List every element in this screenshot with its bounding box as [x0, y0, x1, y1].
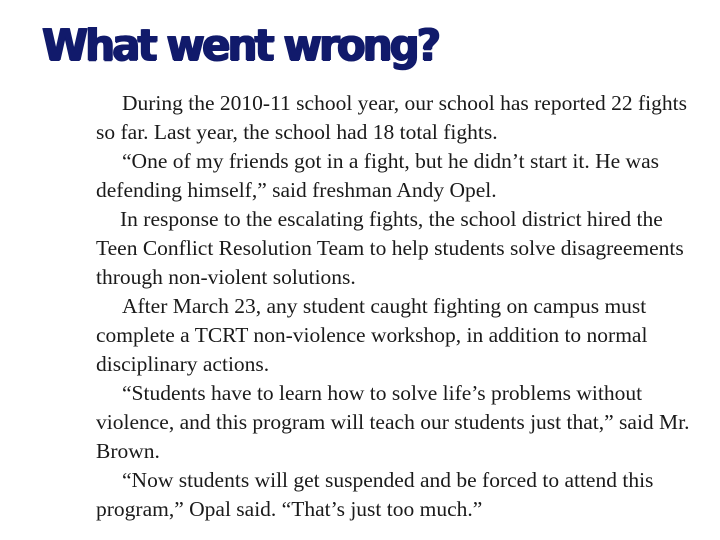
article-body: [96, 89, 696, 524]
paragraph-opal-quote: “Now students will get suspended and be forced to attend this program,” Opal said. “That’s just too much.”: [96, 468, 654, 521]
paragraph-workshop-rule: After March 23, any student caught fighting on campus must complete a TCRT non-violence workshop, in addition to normal disciplinary actions.: [96, 294, 648, 376]
slide-title: What went wrong?: [42, 20, 439, 71]
paragraph-fights-reported: During the 2010-11 school year, our school has reported 22 fights so far. Last year, the school had 18 total fights.: [96, 91, 687, 144]
paragraph-district-response: In response to the escalating fights, the school district hired the Teen Conflict Resolution Team to help students solve disagreements through non-violent solutions.: [96, 207, 684, 289]
paragraph-opel-quote: “One of my friends got in a fight, but he didn’t start it. He was defending himself,” said freshman Andy Opel.: [96, 149, 659, 202]
paragraph-brown-quote: “Students have to learn how to solve life’s problems without violence, and this program will teach our students just that,” said Mr. Brown.: [96, 381, 690, 463]
